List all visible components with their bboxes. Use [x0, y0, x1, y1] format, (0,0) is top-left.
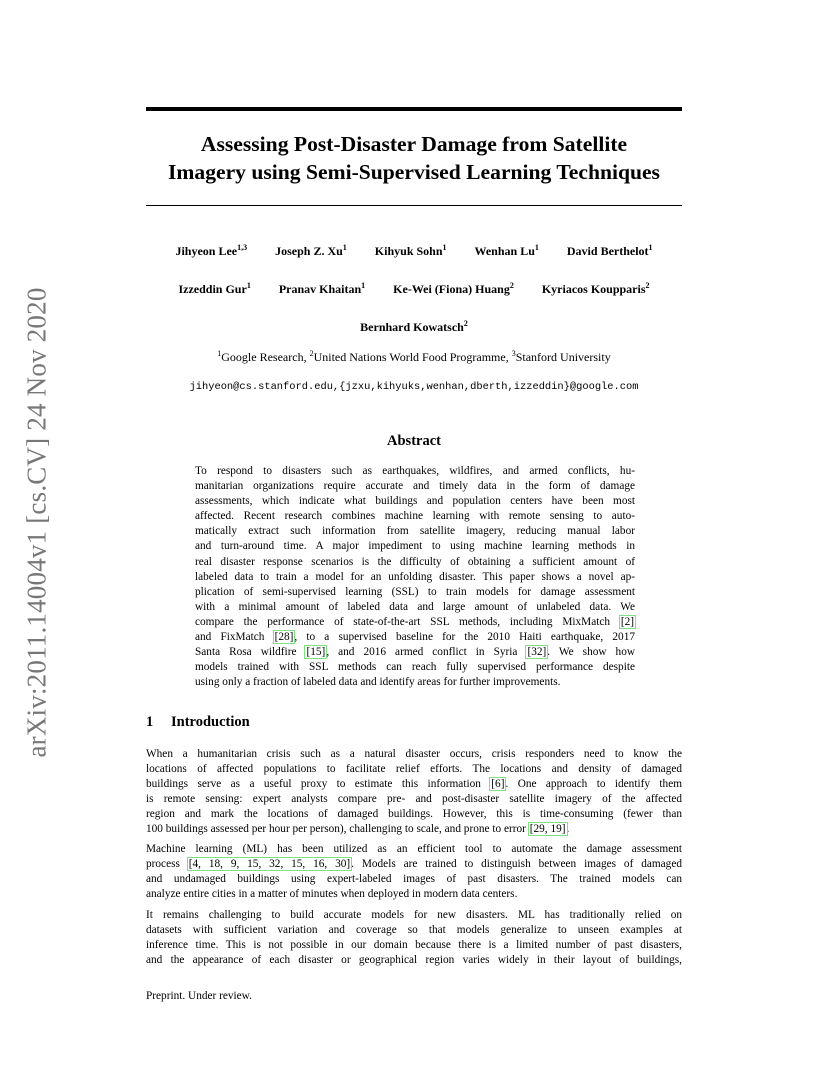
arxiv-id: arXiv:2011.14004v1 [cs.CV] 24 Nov 2020 [21, 286, 52, 758]
title-line-2: Imagery using Semi-Supervised Learning Techniques [168, 160, 660, 184]
author: Pranav Khaitan$^1$ [278, 281, 366, 296]
author-row-2 [146, 282, 682, 297]
title-rule-top [146, 107, 682, 111]
author: David Berthelot$^1$ [566, 243, 653, 258]
arxiv-sidebar-stamp [12, 272, 62, 772]
author: Ke-Wei (Fiona) Huang$^2$ [393, 281, 514, 296]
citation-link[interactable]: [6] [491, 778, 505, 791]
author: Kyriacos Koupparis$^2$ [541, 281, 650, 296]
author: Bernhard Kowatsch$^2$ [360, 319, 468, 334]
title-line-1: Assessing Post-Disaster Damage from Satellite [200, 132, 628, 156]
intro-paragraph-1: When a humanitarian crisis such as a natural disaster occurs, crisis responders need to know the locations of affected populations to facilitate relief efforts. The locations and density of damaged buildings serve as a useful proxy to estimate this information [6]. One approach to identify them is remote sensing: expert analysts compare pre- and post-disaster satellite imagery of the affected region and mark the locations of damaged buildings. However, this is time-consuming (fewer than 100 buildings assessed per hour per person), challenging to scale, and prone to error [29, 19]. [146, 748, 682, 836]
paper-title [146, 130, 682, 186]
author: Jihyeon Lee$^{1,3}$ [175, 243, 248, 258]
citation-link[interactable]: [4, 18, 9, 15, 32, 15, 16, 30] [188, 858, 351, 871]
abstract-heading: Abstract [387, 433, 441, 449]
footer-note: Preprint. Under review. [146, 990, 252, 1002]
author: Izzeddin Gur$^1$ [178, 281, 251, 296]
author-emails: jihyeon@cs.stanford.edu,{jzxu,kihyuks,wenhan,dberth,izzeddin}@google.com [189, 381, 639, 393]
author: Wenhan Lu$^1$ [474, 243, 539, 258]
citation-link[interactable]: [29, 19] [529, 823, 566, 836]
citation-link[interactable]: [2] [620, 615, 634, 628]
intro-paragraph-2: Machine learning (ML) has been utilized as an efficient tool to automate the damage assessment process [4, 18, 9, 15, 32, 15, 16, 30]. Models are trained to distinguish between images of damaged and undamaged buildings using expert-labeled images of past disasters. The trained models can analyze entire cities in a matter of minutes when deployed in modern data centers. [146, 843, 682, 901]
author-row-1 [146, 244, 682, 259]
intro-paragraph-3: It remains challenging to build accurate models for new disasters. ML has traditionally relied on datasets with sufficient variation and coverage so that models generalize to unseen examples at inference time. This is not possible in our domain because there is a limited number of past disasters, and the appearance of each disaster or geographical region varies widely in their layout of buildings, [146, 909, 682, 967]
author: Kihyuk Sohn$^1$ [374, 243, 447, 258]
author: Joseph Z. Xu$^1$ [275, 243, 347, 258]
abstract-body: To respond to disasters such as earthquakes, wildfires, and armed conflicts, hu- manitarian organizations require accurate and timely data in the form of damage assessments, which indicate what buildings and population centers have been most affected. Recent research combines machine learning with remote sensing to auto- matically extract such information from satellite imagery, reducing manual labor and turn-around time. A major impediment to using machine learning methods in real disaster response scenarios is the difficulty of obtaining a sufficient amount of labeled data to train a model for an unfolding disaster. This paper shows a novel ap- plication of semi-supervised learning (SSL) to train models for damage assessment with a minimal amount of labeled data and large amount of unlabeled data. We compare the performance of state-of-the-art SSL methods, including MixMatch [2] and FixMatch [28], to a supervised baseline for the 2010 Haiti earthquake, 2017 Santa Rosa wildfire [15], and 2016 armed conflict in Syria [32]. We show how models trained with SSL methods can reach fully supervised performance despite using only a fraction of labeled data and identify areas for further improvements. [195, 465, 635, 689]
affiliations: $^1$Google Research, $^2$United Nations World Food Programme, $^3$Stanford University [217, 349, 611, 364]
citation-link[interactable]: [28] [274, 631, 294, 644]
section-heading-introduction: 1 Introduction [146, 714, 250, 730]
author-row-3 [146, 320, 682, 335]
title-rule-bottom [146, 205, 682, 206]
citation-link[interactable]: [15] [306, 646, 326, 659]
citation-link[interactable]: [32] [527, 646, 547, 659]
